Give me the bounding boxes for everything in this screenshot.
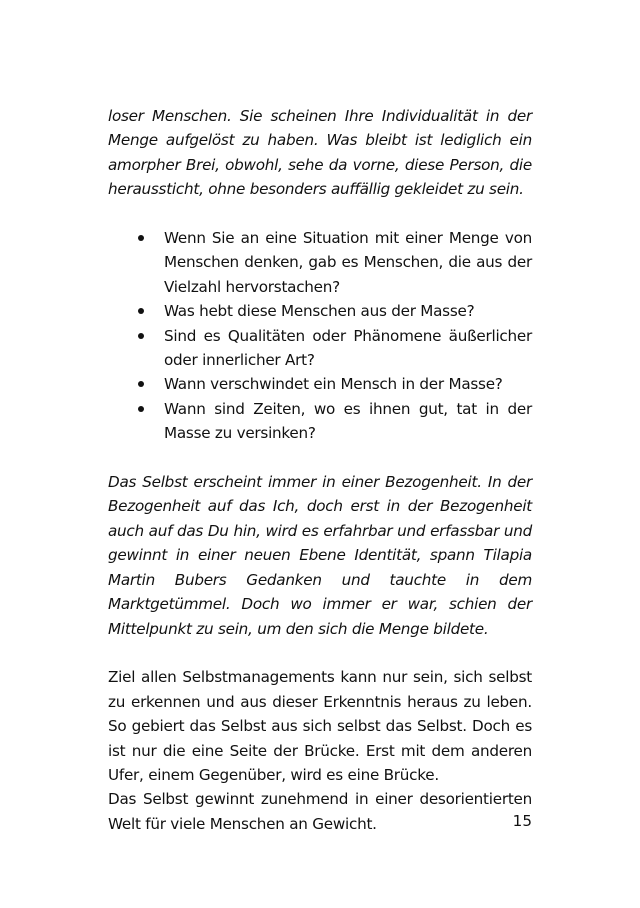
bullet-icon [138, 235, 144, 241]
spacer [108, 641, 532, 665]
list-item: Sind es Qualitäten oder Phänomene äußerlicher oder innerlicher Art? [108, 324, 532, 373]
spacer [108, 446, 532, 470]
bullet-icon [138, 308, 144, 314]
bullet-icon [138, 381, 144, 387]
bullet-icon [138, 333, 144, 339]
page-number: 15 [512, 812, 532, 830]
bullet-icon [138, 406, 144, 412]
list-item: Wann verschwindet ein Mensch in der Masse? [108, 372, 532, 396]
spacer [108, 202, 532, 226]
page-body [108, 104, 532, 836]
list-item: Wenn Sie an eine Situation mit einer Menge von Menschen denken, gab es Menschen, die aus der Vielzahl hervorstachen? [108, 226, 532, 299]
list-item: Was hebt diese Menschen aus der Masse? [108, 299, 532, 323]
paragraph-selbstmanagement: Ziel allen Selbstmanagements kann nur sein, sich selbst zu erkennen und aus dieser Erkenntnis heraus zu leben. So gebiert das Selbst aus sich selbst das Selbst. Doch es ist nur die eine Seite der Brücke. Erst mit dem anderen Ufer, einem Gegenüber, wird es eine Brücke. [108, 668, 532, 784]
paragraph-intro: loser Menschen. Sie scheinen Ihre Individualität in der Menge aufgelöst zu haben. Was bleibt ist lediglich ein amorpher Brei, obwohl, sehe da vorne, diese Person, die heraussticht, ohne besonders auffällig gekleidet zu sein. [108, 107, 532, 199]
paragraph-bezogenheit: Das Selbst erscheint immer in einer Bezogenheit. In der Bezogenheit auf das Ich, doch erst in der Bezogenheit auch auf das Du hin, wird es erfahrbar und erfassbar und gewinnt in einer neuen Ebene Identität, spann Tilapia Martin Bubers Gedanken und tauchte in dem Marktgetümmel. Doch wo immer er war, schien der Mittelpunkt zu sein, um den sich die Menge bildete. [108, 473, 532, 638]
paragraph-conclusion: Das Selbst gewinnt zunehmend in einer desorientierten Welt für viele Menschen an Gewicht. [108, 790, 532, 833]
list-item: Wann sind Zeiten, wo es ihnen gut, tat in der Masse zu versinken? [108, 397, 532, 446]
question-list [108, 226, 532, 446]
